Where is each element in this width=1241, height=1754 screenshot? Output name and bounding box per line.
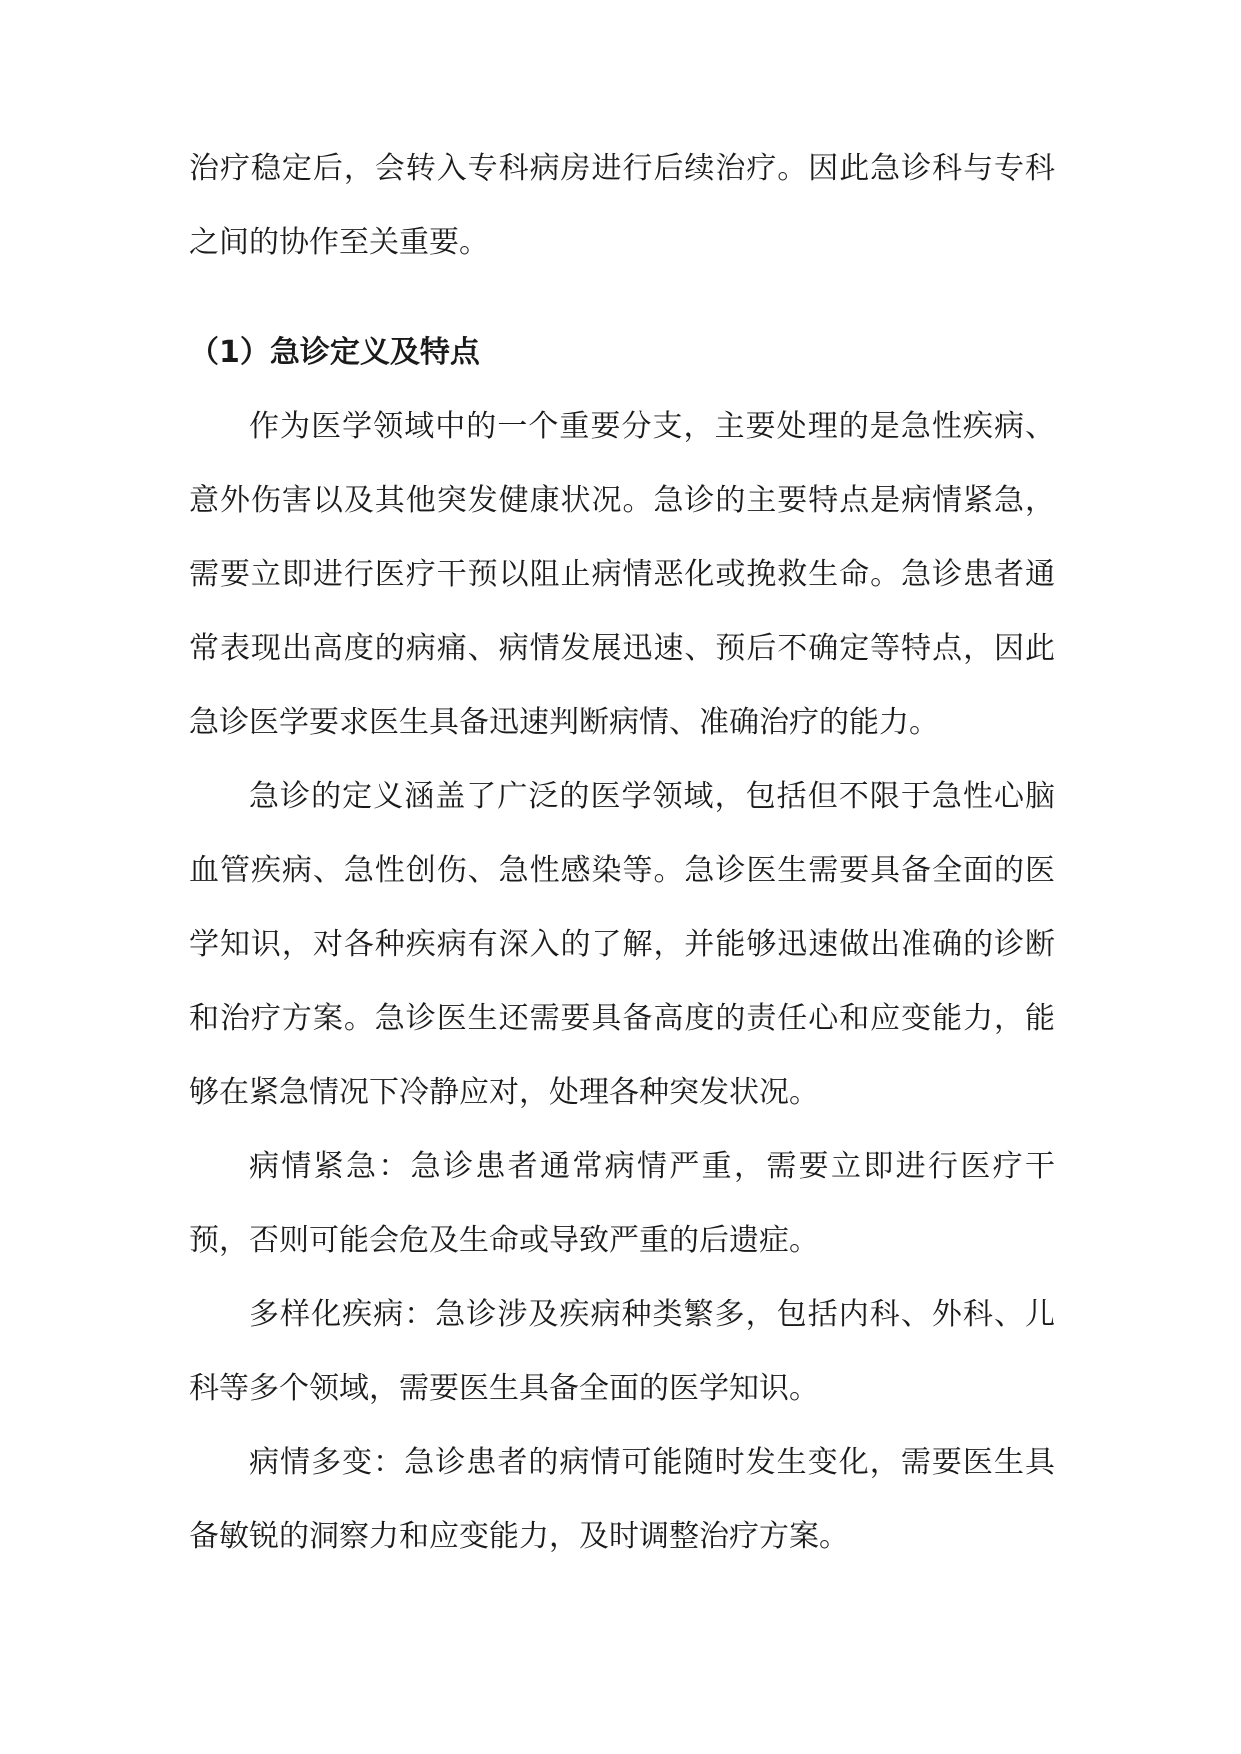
paragraph-continuation: 治疗稳定后，会转入专科病房进行后续治疗。因此急诊科与专科之间的协作至关重要。: [189, 151, 1055, 260]
document-body: [189, 132, 1055, 1574]
section-heading: （1）急诊定义及特点: [189, 335, 480, 370]
spacer: [189, 280, 1055, 316]
paragraph-scope: 急诊的定义涵盖了广泛的医学领域，包括但不限于急性心脑血管疾病、急性创伤、急性感染等。急诊医生需要具备全面的医学知识，对各种疾病有深入的了解，并能够迅速做出准确的诊断和治疗方案。急诊医生还需要具备高度的责任心和应变能力，能够在紧急情况下冷静应对，处理各种突发状况。: [189, 779, 1055, 1110]
paragraph-variability: 病情多变：急诊患者的病情可能随时发生变化，需要医生具备敏锐的洞察力和应变能力，及时调整治疗方案。: [189, 1445, 1055, 1554]
paragraph-diversity: 多样化疾病：急诊涉及疾病种类繁多，包括内科、外科、儿科等多个领域，需要医生具备全面的医学知识。: [189, 1297, 1055, 1406]
paragraph-definition: 作为医学领域中的一个重要分支，主要处理的是急性疾病、意外伤害以及其他突发健康状况。急诊的主要特点是病情紧急，需要立即进行医疗干预以阻止病情恶化或挽救生命。急诊患者通常表现出高度的病痛、病情发展迅速、预后不确定等特点，因此急诊医学要求医生具备迅速判断病情、准确治疗的能力。: [189, 409, 1055, 740]
paragraph-urgency: 病情紧急：急诊患者通常病情严重，需要立即进行医疗干预，否则可能会危及生命或导致严重的后遗症。: [189, 1149, 1055, 1258]
